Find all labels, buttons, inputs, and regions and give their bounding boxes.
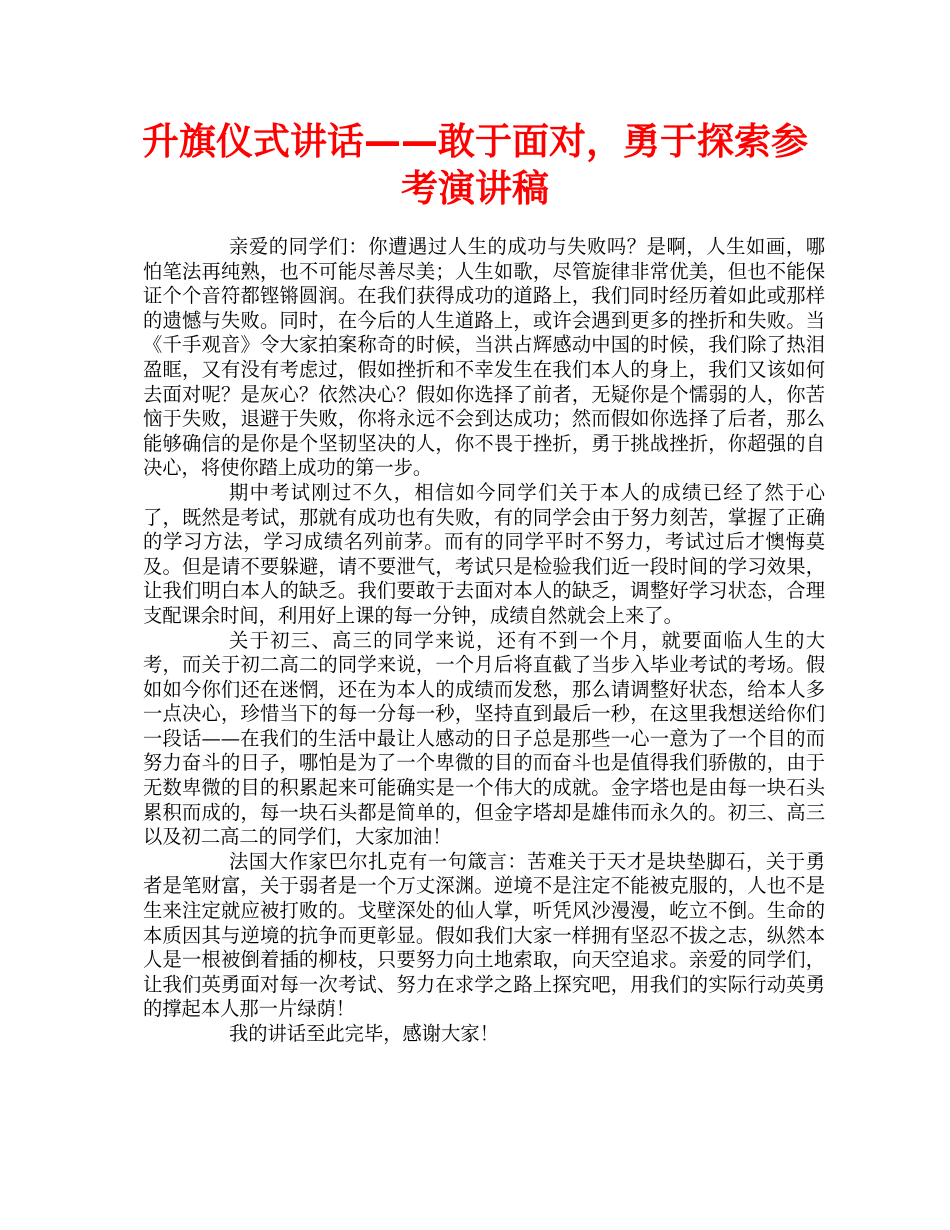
document-title: 升旗仪式讲话——敢于面对，勇于探索参考演讲稿 bbox=[142, 120, 808, 210]
paragraph: 关于初三、高三的同学来说，还有不到一个月，就要面临人生的大考，而关于初二高二的同学来说，一个月后将直截了当步入毕业考试的考场。假如如今你们还在迷惘，还在为本人的成绩而发愁，那么请调整好状态，给本人多一点决心，珍惜当下的每一分每一秒，坚持直到最后一秒，在这里我想送给你们一段话——在我们的生活中最让人感动的日子总是那些一心一意为了一个目的而努力奋斗的日子，哪怕是为了一个卑微的目的而奋斗也是值得我们骄傲的，由于无数卑微的目的积累起来可能确实是一个伟大的成就。金字塔也是由每一块石头累积而成的，每一块石头都是简单的，但金字塔却是雄伟而永久的。初三、高三以及初二高二的同学们，大家加油！ bbox=[143, 628, 825, 849]
paragraph: 我的讲话至此完毕，感谢大家！ bbox=[229, 1022, 499, 1045]
paragraph: 亲爱的同学们：你遭遇过人生的成功与失败吗？是啊，人生如画，哪怕笔法再纯熟，也不可能尽善尽美；人生如歌，尽管旋律非常优美，但也不能保证个个音符都铿锵圆润。在我们获得成功的道路上，我们同时经历着如此或那样的遗憾与失败。同时，在今后的人生道路上，或许会遇到更多的挫折和失败。当《千手观音》令大家拍案称奇的时候，当洪占辉感动中国的时候，我们除了热泪盈眶，又有没有考虑过，假如挫折和不幸发生在我们本人的身上，我们又该如何去面对呢？是灰心？依然决心？假如你选择了前者，无疑你是个懦弱的人，你苦恼于失败，退避于失败，你将永远不会到达成功；然而假如你选择了后者，那么能够确信的是你是个坚韧坚决的人，你不畏于挫折，勇于挑战挫折，你超强的自决心，将使你踏上成功的第一步。 bbox=[143, 235, 825, 480]
document-body bbox=[143, 235, 825, 1047]
paragraph: 法国大作家巴尔扎克有一句箴言：苦难关于天才是块垫脚石，关于勇者是笔财富，关于弱者是一个万丈深渊。逆境不是注定不能被克服的，人也不是生来注定就应被打败的。戈壁深处的仙人掌，听凭风沙漫漫，屹立不倒。生命的本质因其与逆境的抗争而更彰显。假如我们大家一样拥有坚忍不拔之志，纵然本人是一根被倒着插的柳枝，只要努力向土地索取，向天空追求。亲爱的同学们，让我们英勇面对每一次考试、努力在求学之路上探究吧，用我们的实际行动英勇的撑起本人那一片绿荫！ bbox=[143, 849, 825, 1021]
paragraph: 期中考试刚过不久，相信如今同学们关于本人的成绩已经了然于心了，既然是考试，那就有成功也有失败，有的同学会由于努力刻苦，掌握了正确的学习方法，学习成绩名列前茅。而有的同学平时不努力，考试过后才懊悔莫及。但是请不要躲避，请不要泄气，考试只是检验我们近一段时间的学习效果，让我们明白本人的缺乏。我们要敢于去面对本人的缺乏，调整好学习状态，合理支配课余时间，利用好上课的每一分钟，成绩自然就会上来了。 bbox=[143, 480, 825, 627]
